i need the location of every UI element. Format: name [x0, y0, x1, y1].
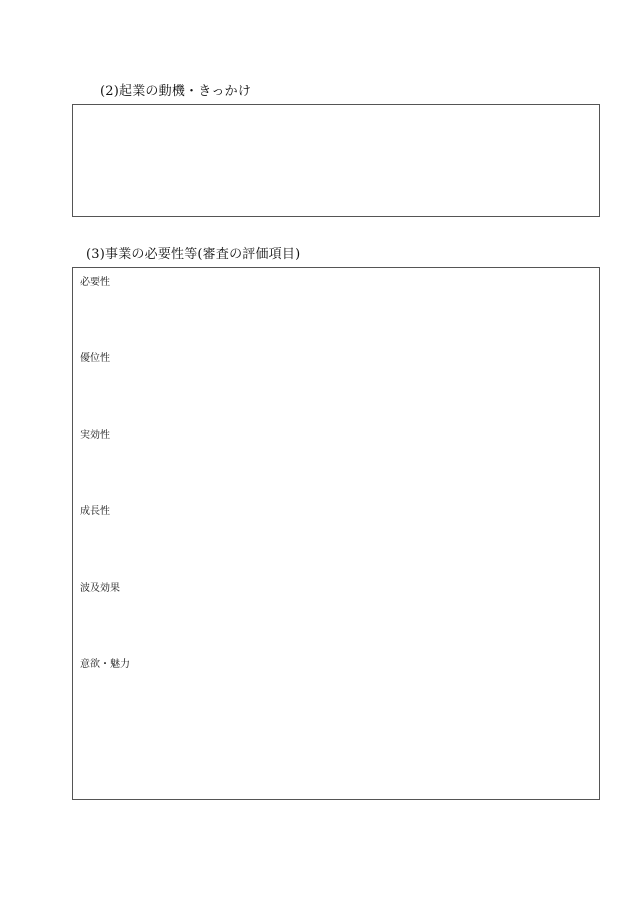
section-3-heading: (3)事業の必要性等(審査の評価項目): [86, 247, 301, 262]
item-label-effectiveness: 実効性: [80, 430, 110, 441]
item-label-ripple-effect: 波及効果: [80, 583, 120, 594]
motivation-text-box[interactable]: [72, 104, 600, 217]
item-label-superiority: 優位性: [80, 353, 110, 364]
evaluation-items-box[interactable]: [72, 267, 600, 800]
item-label-growth: 成長性: [80, 506, 110, 517]
item-label-necessity: 必要性: [80, 277, 110, 288]
section-2-heading: (2)起業の動機・きっかけ: [100, 84, 252, 99]
item-label-motivation-appeal: 意欲・魅力: [80, 659, 130, 670]
